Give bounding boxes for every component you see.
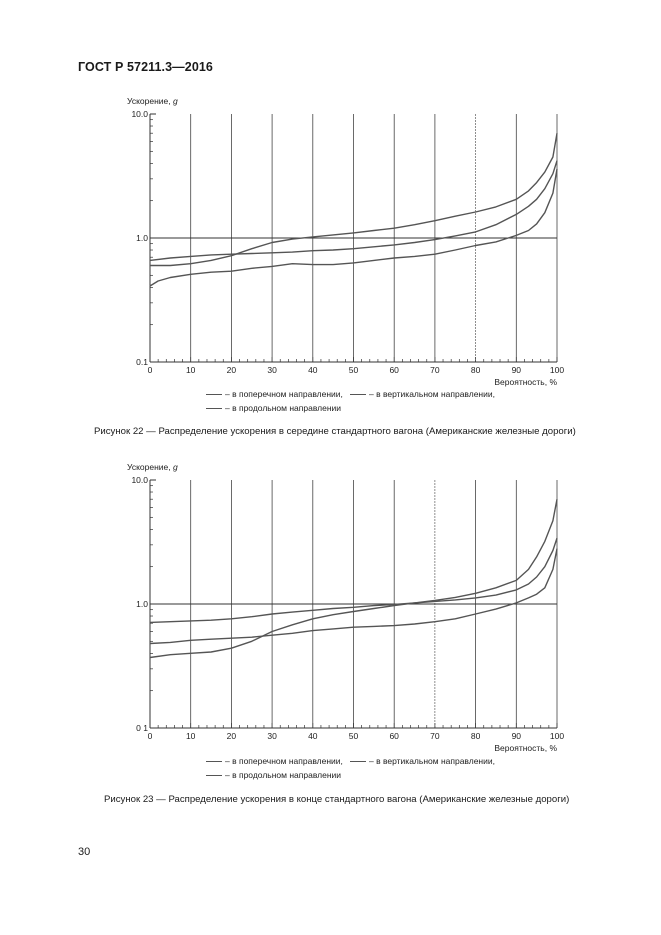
x-tick-label: 20	[226, 365, 237, 375]
y-tick-label: 0 1	[136, 723, 148, 733]
x-tick-label: 70	[430, 365, 440, 375]
x-tick-label: 10	[185, 731, 196, 741]
legend-item-transverse	[206, 756, 343, 766]
x-tick-label: 30	[267, 731, 277, 741]
x-tick-label: 90	[511, 731, 522, 741]
x-tick-label: 50	[348, 365, 359, 375]
legend-item-vertical	[350, 389, 495, 399]
legend-swatch	[206, 761, 222, 762]
legend-item-longitudinal	[206, 770, 341, 780]
x-tick-label: 100	[549, 731, 565, 741]
legend-swatch	[206, 394, 222, 395]
y-tick-label: 0.1	[136, 357, 148, 367]
x-tick-label: 10	[185, 365, 196, 375]
x-tick-label: 40	[308, 731, 318, 741]
legend-item-longitudinal	[206, 403, 341, 413]
y-tick-label: 1.0	[136, 233, 148, 243]
legend-swatch	[350, 394, 366, 395]
legend-label: – в поперечном направлении,	[225, 756, 343, 766]
x-tick-label: 80	[470, 731, 481, 741]
x-tick-label: 90	[511, 365, 522, 375]
y-axis-label: Ускорение, g	[127, 462, 178, 472]
legend-label: – в вертикальном направлении,	[369, 389, 495, 399]
x-tick-label: 0	[147, 365, 153, 375]
y-tick-label: 10.0	[131, 109, 148, 119]
x-tick-label: 70	[430, 731, 440, 741]
chart-figure-22	[0, 96, 661, 446]
legend-label: – в вертикальном направлении,	[369, 756, 495, 766]
x-axis-label: Вероятность, %	[494, 743, 557, 753]
x-tick-label: 30	[267, 365, 277, 375]
x-tick-label: 100	[549, 365, 565, 375]
legend-item-transverse	[206, 389, 343, 399]
y-tick-label: 1.0	[136, 599, 148, 609]
y-axis-label: Ускорение, g	[127, 96, 178, 106]
document-header: ГОСТ Р 57211.3—2016	[78, 60, 213, 74]
x-tick-label: 60	[389, 731, 399, 741]
x-tick-label: 0	[147, 731, 153, 741]
x-tick-label: 60	[389, 365, 399, 375]
legend-swatch	[350, 761, 366, 762]
legend-item-vertical	[350, 756, 495, 766]
chart-figure-23	[0, 462, 661, 812]
figure-caption: Рисунок 22 — Распределение ускорения в середине стандартного вагона (Американские железные дороги)	[94, 426, 576, 437]
x-tick-label: 80	[470, 365, 481, 375]
legend-label: – в продольном направлении	[225, 403, 342, 413]
legend-swatch	[206, 775, 222, 776]
y-tick-label: 10.0	[131, 475, 148, 485]
page-number: 30	[78, 846, 91, 858]
x-tick-label: 20	[226, 731, 237, 741]
figure-caption: Рисунок 23 — Распределение ускорения в конце стандартного вагона (Американские железные дороги)	[104, 794, 570, 805]
legend-swatch	[206, 408, 222, 409]
x-tick-label: 50	[348, 731, 359, 741]
legend-label: – в продольном направлении	[225, 770, 342, 780]
x-tick-label: 40	[308, 365, 318, 375]
x-axis-label: Вероятность, %	[494, 377, 557, 387]
legend-label: – в поперечном направлении,	[225, 389, 343, 399]
